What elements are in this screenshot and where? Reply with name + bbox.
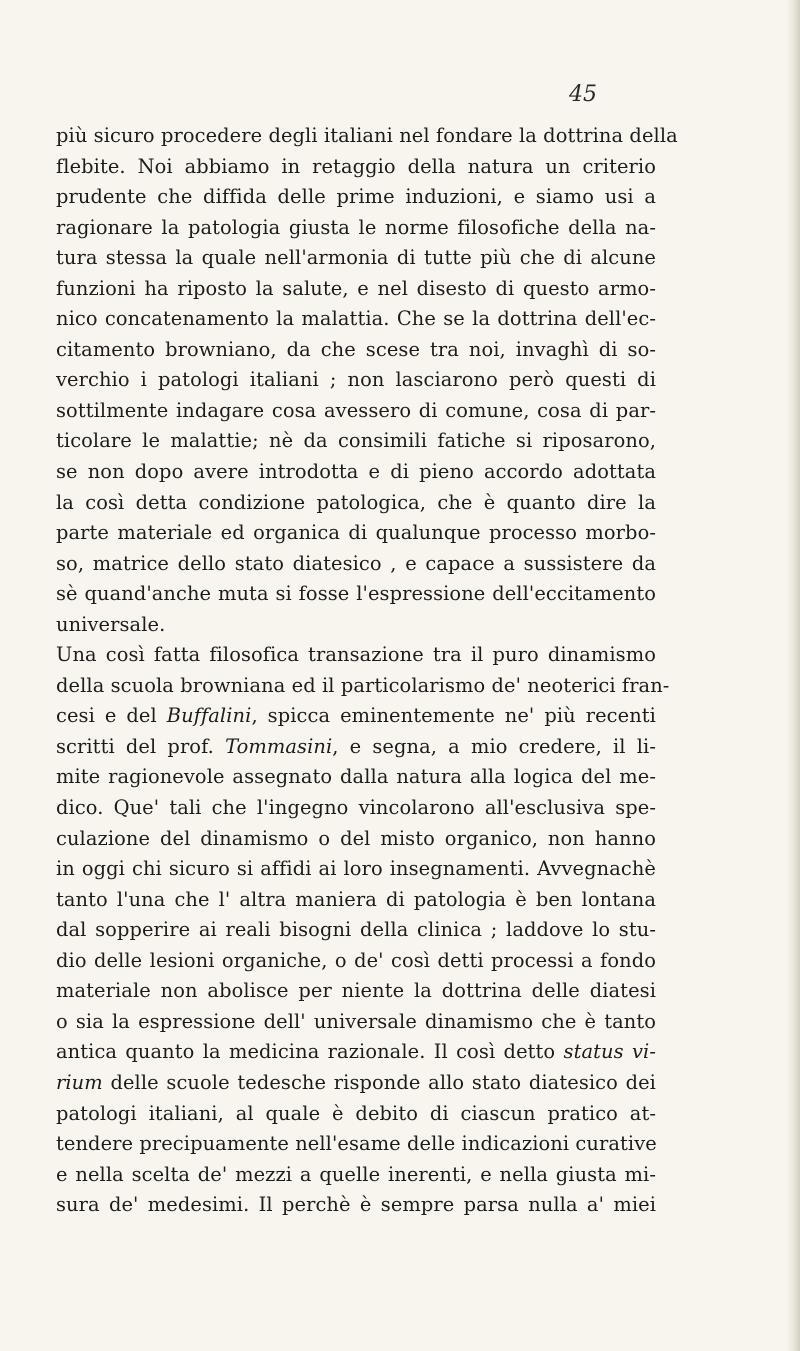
text-line: se non dopo avere introdotta e di pieno accordo adottata — [56, 460, 656, 484]
text-line: tura stessa la quale nell'armonia di tutte più che di alcune — [56, 246, 656, 270]
text-line: in oggi chi sicuro si affidi ai loro insegnamenti. Avvegnachè — [56, 857, 656, 881]
text-line: sottilmente indagare cosa avessero di comune, cosa di par- — [56, 398, 656, 422]
text-line: Una così fatta filosofica transazione tra il puro dinamismo — [56, 643, 656, 667]
text-line: tanto l'una che l' altra maniera di patologia è ben lontana — [56, 887, 656, 911]
text-line: o sia la espressione dell' universale dinamismo che è tanto — [56, 1009, 656, 1033]
page-number: 45 — [569, 82, 597, 107]
text-line: cesi e del Buffalini, spicca eminentemente ne' più recenti — [56, 704, 656, 728]
text-line: flebite. Noi abbiamo in retaggio della natura un criterio — [56, 154, 656, 178]
text-line: tendere precipuamente nell'esame delle indicazioni curative — [56, 1132, 657, 1156]
text-line: antica quanto la medicina razionale. Il così detto status vi- — [56, 1040, 656, 1064]
page-edge — [786, 0, 800, 1351]
body-text — [56, 121, 678, 1221]
text-line: so, matrice dello stato diatesico , e capace a sussistere da — [56, 551, 656, 575]
text-line: la così detta condizione patologica, che è quanto dire la — [56, 490, 656, 514]
text-line: ragionare la patologia giusta le norme filosofiche della na- — [56, 215, 656, 239]
text-line: nico concatenamento la malattia. Che se la dottrina dell'ec- — [56, 307, 656, 331]
paragraph-end-line: universale. — [56, 612, 166, 636]
text-line: della scuola browniana ed il particolarismo de' neoterici fran- — [56, 673, 670, 697]
text-line: e nella scelta de' mezzi a quelle inerenti, e nella giusta mi- — [56, 1162, 656, 1186]
text-line: mite ragionevole assegnato dalla natura alla logica del me- — [56, 765, 656, 789]
text-line: dico. Que' tali che l'ingegno vincolarono all'esclusiva spe- — [56, 796, 656, 820]
text-line: rium delle scuole tedesche risponde allo stato diatesico dei — [56, 1070, 656, 1094]
text-line: scritti del prof. Tommasini, e segna, a mio credere, il li- — [56, 734, 656, 758]
text-line: materiale non abolisce per niente la dottrina delle diatesi — [56, 979, 656, 1003]
text-line: dio delle lesioni organiche, o de' così detti processi a fondo — [56, 948, 656, 972]
text-line: dal sopperire ai reali bisogni della clinica ; laddove lo stu- — [56, 918, 656, 942]
text-line: funzioni ha riposto la salute, e nel disesto di questo armo- — [56, 276, 656, 300]
text-line: sè quand'anche muta si fosse l'espressione dell'eccitamento — [56, 582, 656, 606]
text-line: patologi italiani, al quale è debito di ciascun pratico at- — [56, 1101, 656, 1125]
text-line: citamento browniano, da che scese tra noi, invaghì di so- — [56, 337, 656, 361]
text-line: culazione del dinamismo o del misto organico, non hanno — [56, 826, 656, 850]
text-line: ticolare le malattie; nè da consimili fatiche si riposarono, — [56, 429, 656, 453]
text-line: prudente che diffida delle prime induzioni, e siamo usi a — [56, 185, 656, 209]
text-line: parte materiale ed organica di qualunque processo morbo- — [56, 521, 656, 545]
text-line: sura de' medesimi. Il perchè è sempre parsa nulla a' miei — [56, 1193, 656, 1217]
text-line: verchio i patologi italiani ; non lasciarono però questi di — [56, 368, 656, 392]
text-line: più sicuro procedere degli italiani nel fondare la dottrina della — [56, 124, 678, 147]
